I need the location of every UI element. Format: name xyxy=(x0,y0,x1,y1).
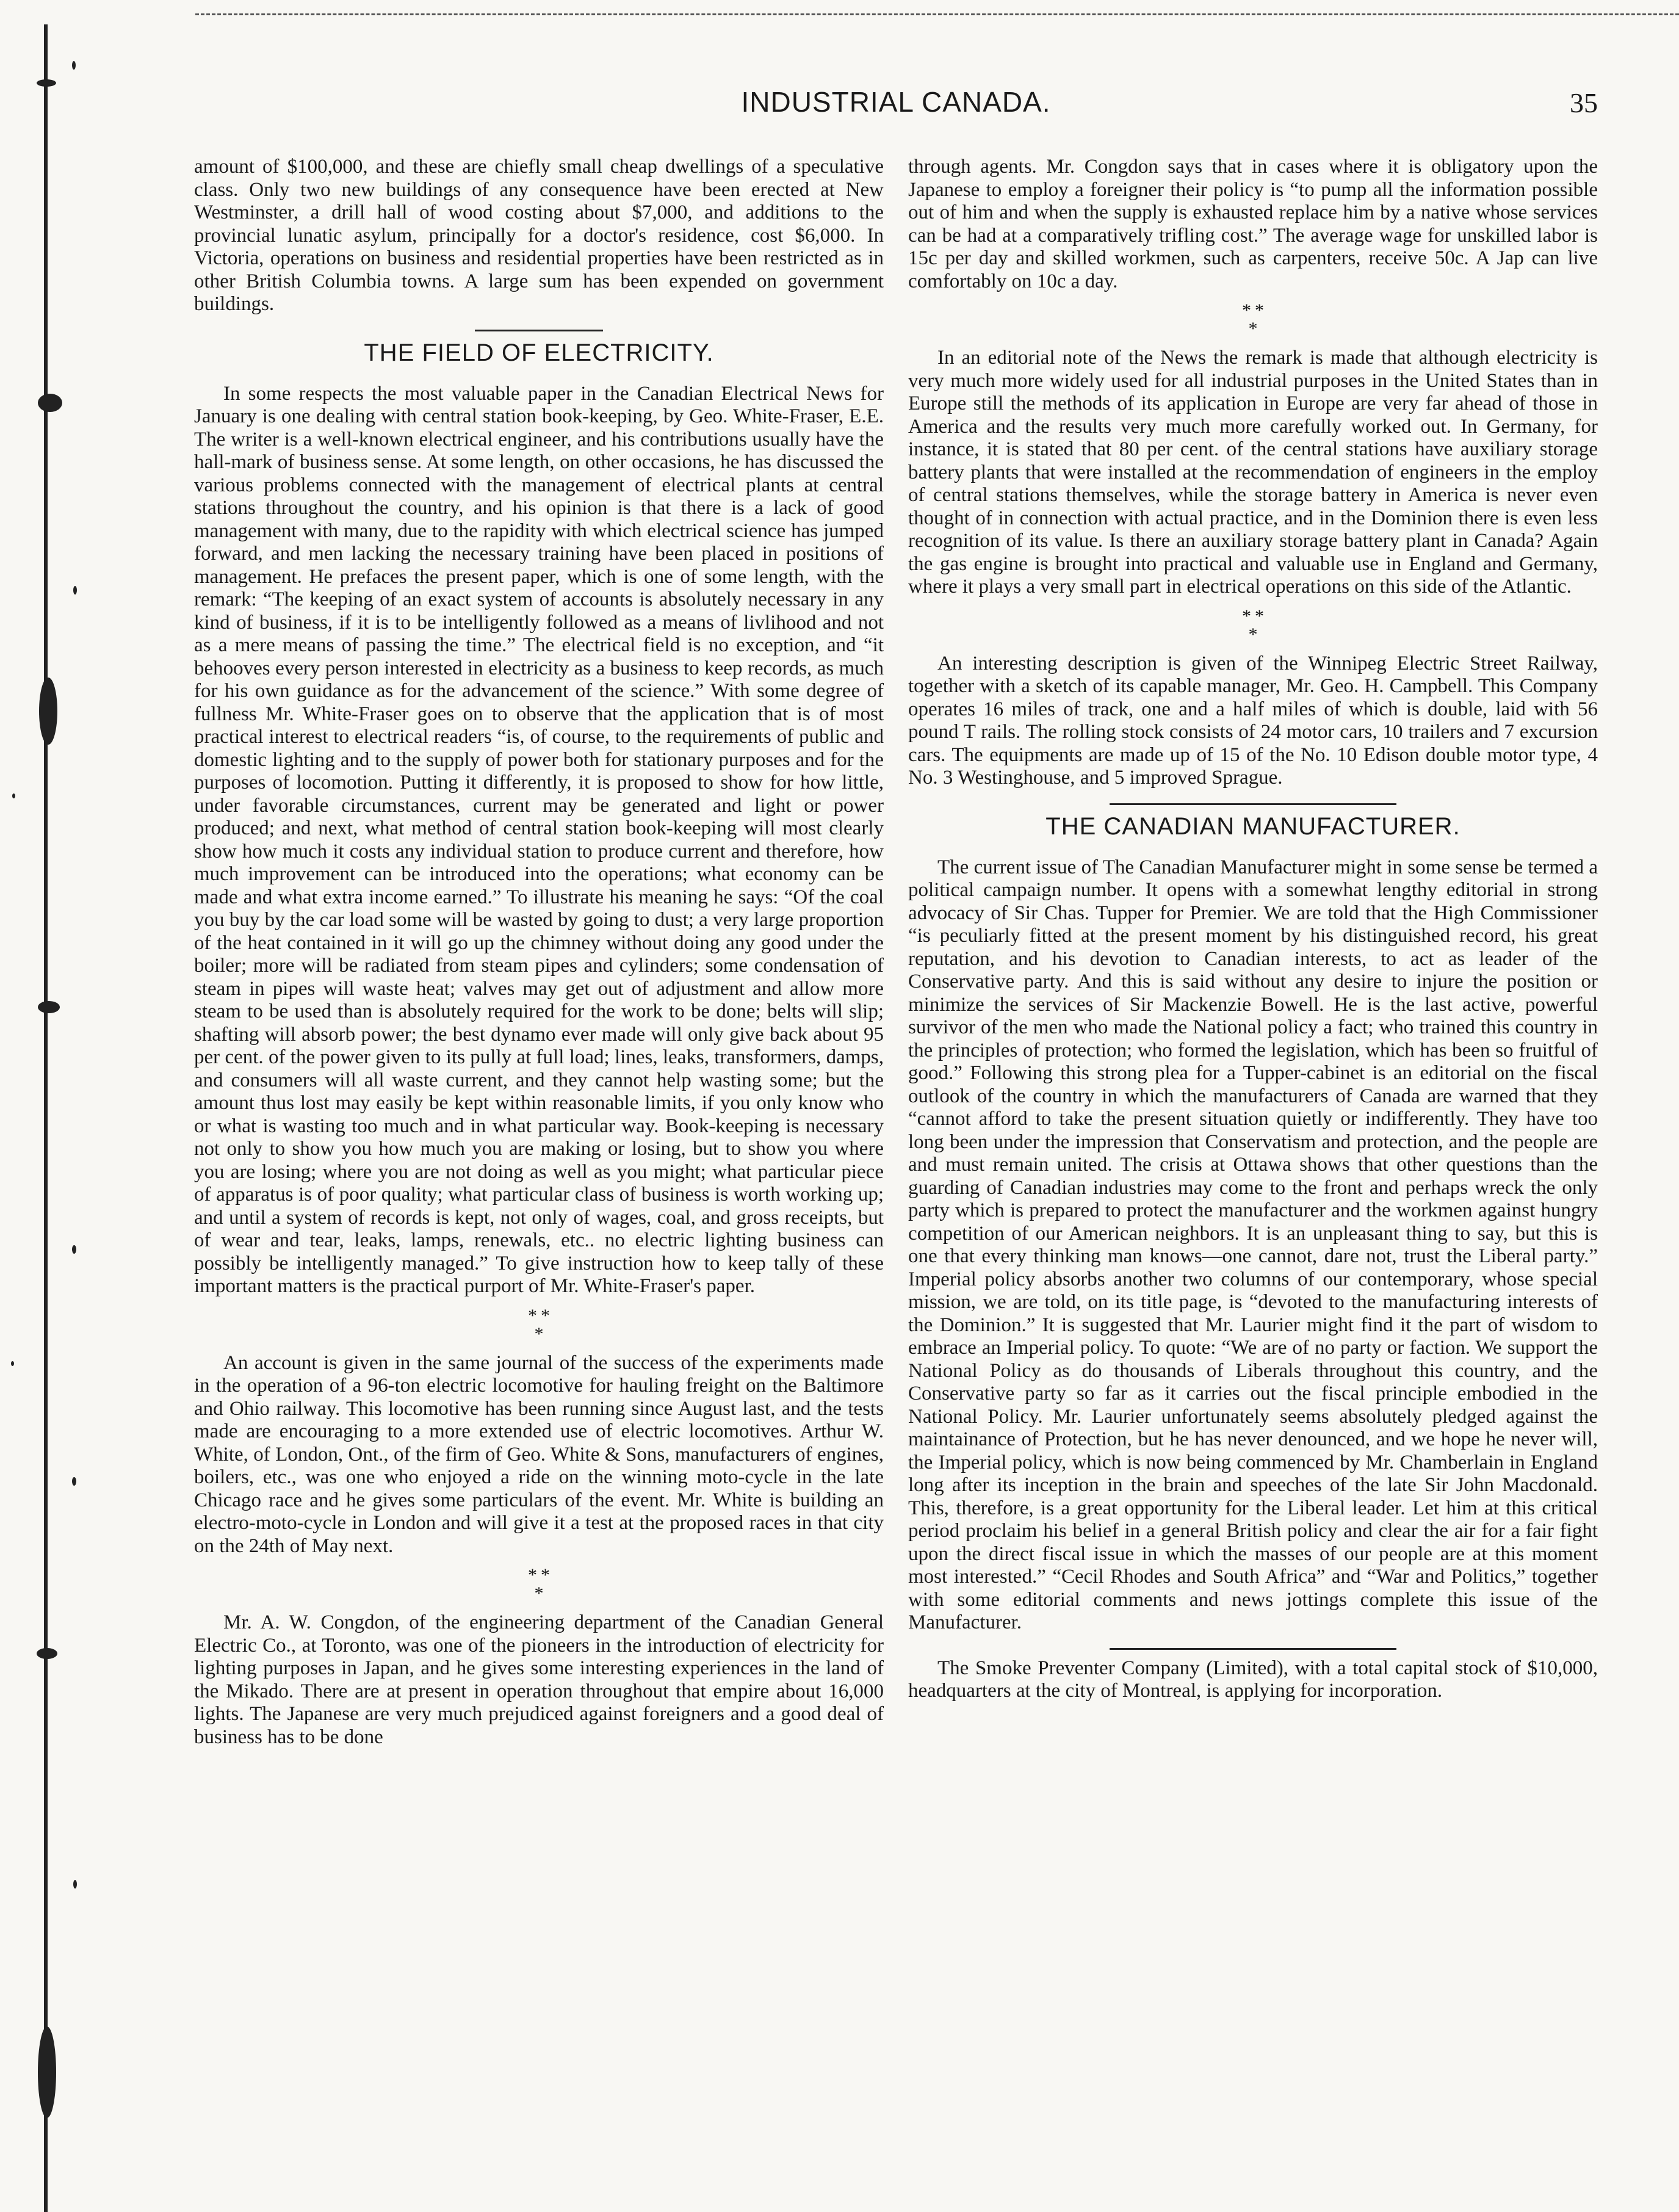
publication-title: INDUSTRIAL CANADA. xyxy=(741,86,1051,118)
left-column xyxy=(194,156,884,2170)
paragraph: amount of $100,000, and these are chiefly small cheap dwellings of a speculative class. Only two new buildings of any consequence have been erected at New Westminster, a drill hall of wood costing about $7,000, and additions to the provincial lunatic asylum, principally for a doctor's residence, cost $6,000. In Victoria, operations on business and residential properties have been restricted as in other British Columbia towns. A large sum has been expended on government buildings. xyxy=(194,156,884,315)
margin-speck xyxy=(12,793,15,798)
asterism-divider: * * * xyxy=(1241,605,1264,645)
margin-speck xyxy=(37,79,56,87)
asterism-divider: * * * xyxy=(527,1565,550,1603)
section-divider xyxy=(1110,1648,1396,1650)
asterism-divider: * * * xyxy=(527,1305,550,1344)
margin-speck xyxy=(72,61,76,70)
margin-speck xyxy=(38,2026,56,2118)
paragraph: In an editorial note of the News the remark is made that although electricity is very much more widely used for all industrial purposes in the United States than in Europe still the methods of its application in Europe are very far ahead of those in America and the results very much more carefully worked out. In Germany, for instance, it is stated that 80 per cent. of the central stations have auxiliary storage battery plants that were installed at the recommendation of engineers in the employ of central stations themselves, while the storage battery in America is never even thought of in connection with actual practice, and in the Dominion there is even less recognition of its value. Is there an auxiliary storage battery plant in Canada? Again the gas engine is brought into practical and valuable use in England and Germany, where it plays a very small part in electrical operations on this side of the Atlantic. xyxy=(908,347,1598,598)
page-header xyxy=(194,85,1598,134)
section-heading-manufacturer: THE CANADIAN MANUFACTURER. xyxy=(1045,812,1461,840)
paragraph: In some respects the most valuable paper in the Canadian Electrical News for January is one dealing with central station book-keeping, by Geo. White-Fraser, E.E. The writer is a well-known electrical engineer, and his contributions usually have the hall-mark of business sense. At some length, on other occasions, he has discussed the various problems connected with the management of electrical plants at central stations throughout the country, and his opinion is that there is a lack of good management with many, due to the rapidity with which electrical science has jumped forward, and men lacking the necessary training have been placed in positions of management. He prefaces the present paper, which is one of some length, with the remark: “The keeping of an exact system of accounts is absolutely necessary in any kind of business, if it is to be intelligently followed as a means of livlihood and not as a mere means of passing the time.” The electrical field is no exception, and “it behooves every person interested in electricity as a business to keep records, as much for his own guidance as for the advancement of the science.” With some degree of fullness Mr. White-Fraser goes on to observe that the application that is of most practical interest to electrical readers “is, of course, to the requirements of public and domestic lighting and to the supply of power both for stationary purposes and for the purposes of locomotion. Putting it differently, it is proposed to show for how little, under favorable circumstances, current may be generated and light or power produced; and next, what method of central station book-keeping will most clearly show how much it costs any individual station to produce current and therefore, how much improvement can be introduced into the operations; what economy can be made and what extra income earned.” To illustrate his meaning he says: “Of the coal you buy by the car load some will be wasted by going to dust; a very large proportion of the heat contained in it will go up the chimney without doing any good under the boiler; more will be radiated from steam pipes and cylinders; some condensation of steam in pipes will waste heat; valves may get out of adjustment and allow more steam to be used than is absolutely required for the work to be done; belts will slip; shafting will absorb power; the best dynamo ever made will only give back about 95 per cent. of the power given to its pully at full load; lines, leaks, transformers, damps, and consumers will all waste current, and they cannot help wasting some; but the amount thus lost may easily be kept within reasonable limits, if you only know who or what is wasting too much and in what particular way. Book-keeping is necessary not only to show you how much you are making or losing, but to show you where you are losing; where you are not doing as well as you might; what particular piece of apparatus is of poor quality; what particular class of business is worth working up; and until a system of records is kept, not only of wages, coal, and gross receipts, but of wear and tear, leaks, lamps, renewals, etc.. no electric lighting business can possibly be intelligently managed.” To give instruction how to keep tally of these important matters is the practical purport of Mr. White-Fraser's paper. xyxy=(194,382,884,1297)
margin-speck xyxy=(11,1361,14,1366)
top-border-rule xyxy=(195,13,1679,15)
page-number: 35 xyxy=(1570,87,1598,118)
right-column xyxy=(908,156,1598,2170)
asterism-divider: * * * xyxy=(1241,300,1264,339)
binding-edge-line xyxy=(44,24,48,2212)
section-divider xyxy=(475,330,603,331)
margin-speck xyxy=(72,1245,76,1254)
margin-speck xyxy=(38,394,62,412)
margin-speck xyxy=(73,586,77,595)
section-heading-electricity: THE FIELD OF ELECTRICITY. xyxy=(364,339,714,366)
paragraph: The Smoke Preventer Company (Limited), with a total capital stock of $10,000, headquarters at the city of Montreal, is applying for incorporation. xyxy=(908,1657,1598,1702)
paragraph: Mr. A. W. Congdon, of the engineering department of the Canadian General Electric Co., at Toronto, was one of the pioneers in the introduction of electricity for lighting purposes in Japan, and he gives some interesting experiences in the land of the Mikado. There are at present in operation throughout that empire about 16,000 lights. The Japanese are very much prejudiced against foreigners and a good deal of business has to be done xyxy=(194,1611,884,1748)
margin-speck xyxy=(37,1648,57,1659)
margin-speck xyxy=(39,678,57,745)
paragraph: An interesting description is given of the Winnipeg Electric Street Railway, together with a sketch of its capable manager, Mr. Geo. H. Campbell. This Company operates 16 miles of track, one and a half miles of which is double, laid with 56 pound T rails. The rolling stock consists of 24 motor cars, 10 trailers and 7 excursion cars. The equipments are made up of 15 of the No. 10 Edison double motor type, 4 No. 3 Westinghouse, and 5 improved Sprague. xyxy=(908,652,1598,789)
paragraph: The current issue of The Canadian Manufacturer might in some sense be termed a political campaign number. It opens with a somewhat lengthy editorial in strong advocacy of Sir Chas. Tupper for Premier. We are told that the High Commissioner “is peculiarly fitted at the present moment by his distinguished record, his great reputation, and his devotion to Canadian interests, to act as leader of the Conservative party. And this is said without any desire to injure the position or minimize the services of Sir Mackenzie Bowell. He is the last active, powerful survivor of the men who made the National policy a fact; who trained this country in the principles of protection; who formed the legislation, which has been so fruitful of good.” Following this strong plea for a Tupper-cabinet is an editorial on the fiscal outlook of the country in which the manufacturers of Canada are warned that they “cannot afford to take the present situation quietly or indifferently. They have too long been under the impression that Conservatism and protection, and the people are and must remain united. The crisis at Ottawa shows that other questions than the guarding of Canadian industries may come to the front and perhaps wreck the only party which is prepared to protect the manufacturer and the workmen against hungry competition of our American neighbors. It is an unpleasant thing to say, but this is one that every thinking man knows—one cannot, dare not, trust the Liberal party.” Imperial policy absorbs another two columns of our contemporary, whose special mission, we are told, on its title page, is “devoted to the manufacturing interests of the Dominion.” It is suggested that Mr. Laurier might find it the part of wisdom to embrace an Imperial policy. To quote: “We are of no party or faction. We support the National Policy as do thousands of Liberals throughout this country, and the Conservative party so far as it carries out the fiscal principle embodied in the National Policy. Mr. Laurier unfortunately seems absolutely pledged against the maintainance of Protection, but he has never denounced, and we hope he never will, the Imperial policy, which is now being commenced by Mr. Chamberlain in England long after its inception in the brain and speeches of the late Sir John Macdonald. This, therefore, is a great opportunity for the Liberal leader. Let him at this critical period proclaim his belief in a general British policy and clear the air for a fair fight upon the direct fiscal issue in which the masses of our people are at this moment most interested.” “Cecil Rhodes and South Africa” and “War and Politics,” together with some editorial comments and news jottings complete this issue of the Manufacturer. xyxy=(908,856,1598,1633)
paragraph: through agents. Mr. Congdon says that in cases where it is obligatory upon the Japanese to employ a foreigner their policy is “to pump all the information possible out of him and when the supply is exhausted replace him by a native whose services can be had at a comparatively trifling cost.” The average wage for unskilled labor is 15c per day and skilled workmen, such as carpenters, receive 50c. A Jap can live comfortably on 10c a day. xyxy=(908,156,1598,292)
margin-speck xyxy=(72,1477,76,1486)
scanned-margin xyxy=(0,0,92,2212)
margin-speck xyxy=(73,1880,77,1889)
paragraph: An account is given in the same journal of the success of the experiments made in the operation of a 96-ton electric locomotive for hauling freight on the Baltimore and Ohio railway. This locomotive has been running since August last, and the tests made are encouraging to a more extended use of electric locomotives. Arthur W. White, of London, Ont., of the firm of Geo. White & Sons, manufacturers of engines, boilers, etc., was one who enjoyed a ride on the winning moto-cycle in the late Chicago race and he gives some particulars of the event. Mr. White is building an electro-moto-cycle in London and will give it a test at the proposed races in that city on the 24th of May next. xyxy=(194,1351,884,1557)
section-divider xyxy=(1110,803,1396,805)
margin-speck xyxy=(38,1001,60,1013)
